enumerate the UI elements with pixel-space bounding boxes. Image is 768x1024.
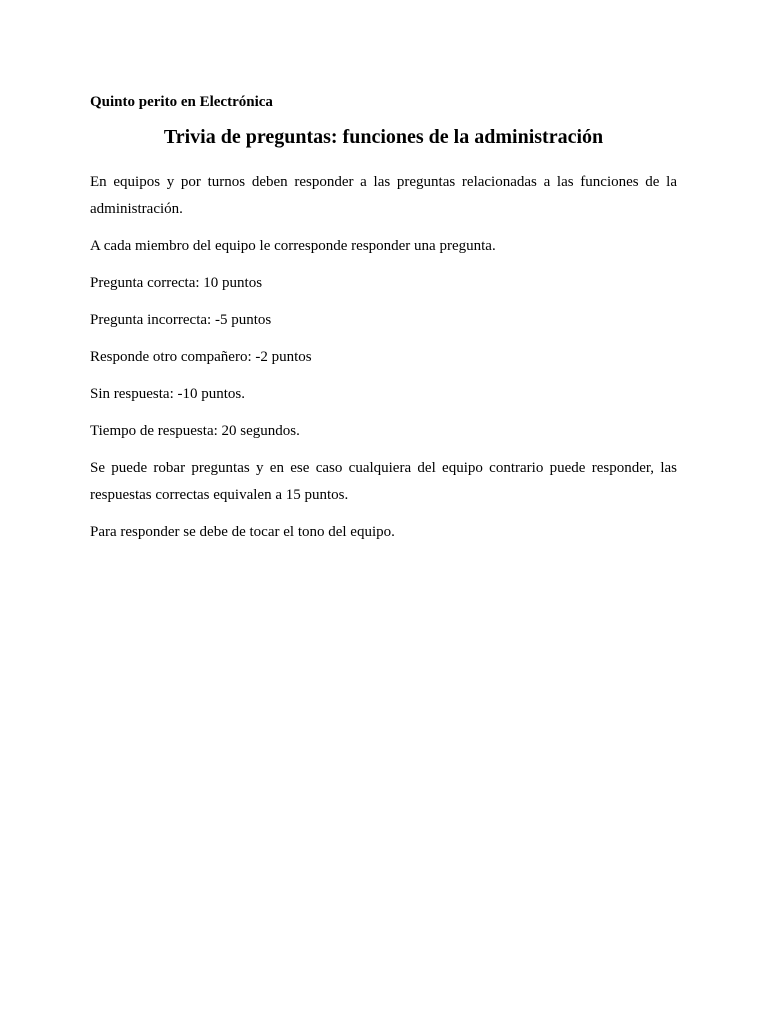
paragraph-response-time: Tiempo de respuesta: 20 segundos. (90, 423, 300, 439)
paragraph-correct-score: Pregunta correcta: 10 puntos (90, 275, 263, 291)
paragraph-team-member-rule: A cada miembro del equipo le corresponde responder una pregunta. (90, 238, 496, 254)
paragraph-incorrect-score: Pregunta incorrecta: -5 puntos (90, 312, 272, 328)
paragraph-instructions: En equipos y por turnos deben responder a las preguntas relacionadas a las funciones de la administración. (90, 174, 677, 217)
page-title: Trivia de preguntas: funciones de la administración (163, 126, 604, 148)
document-page (90, 90, 677, 546)
paragraph-steal-rule: Se puede robar preguntas y en ese caso cualquiera del equipo contrario puede responder, las respuestas correctas equivalen a 15 puntos. (90, 460, 677, 503)
course-line: Quinto perito en Electrónica (90, 94, 273, 110)
paragraph-no-answer-score: Sin respuesta: -10 puntos. (90, 386, 245, 402)
paragraph-teammate-answer-score: Responde otro compañero: -2 puntos (90, 349, 312, 365)
paragraph-answer-signal: Para responder se debe de tocar el tono del equipo. (90, 524, 395, 540)
